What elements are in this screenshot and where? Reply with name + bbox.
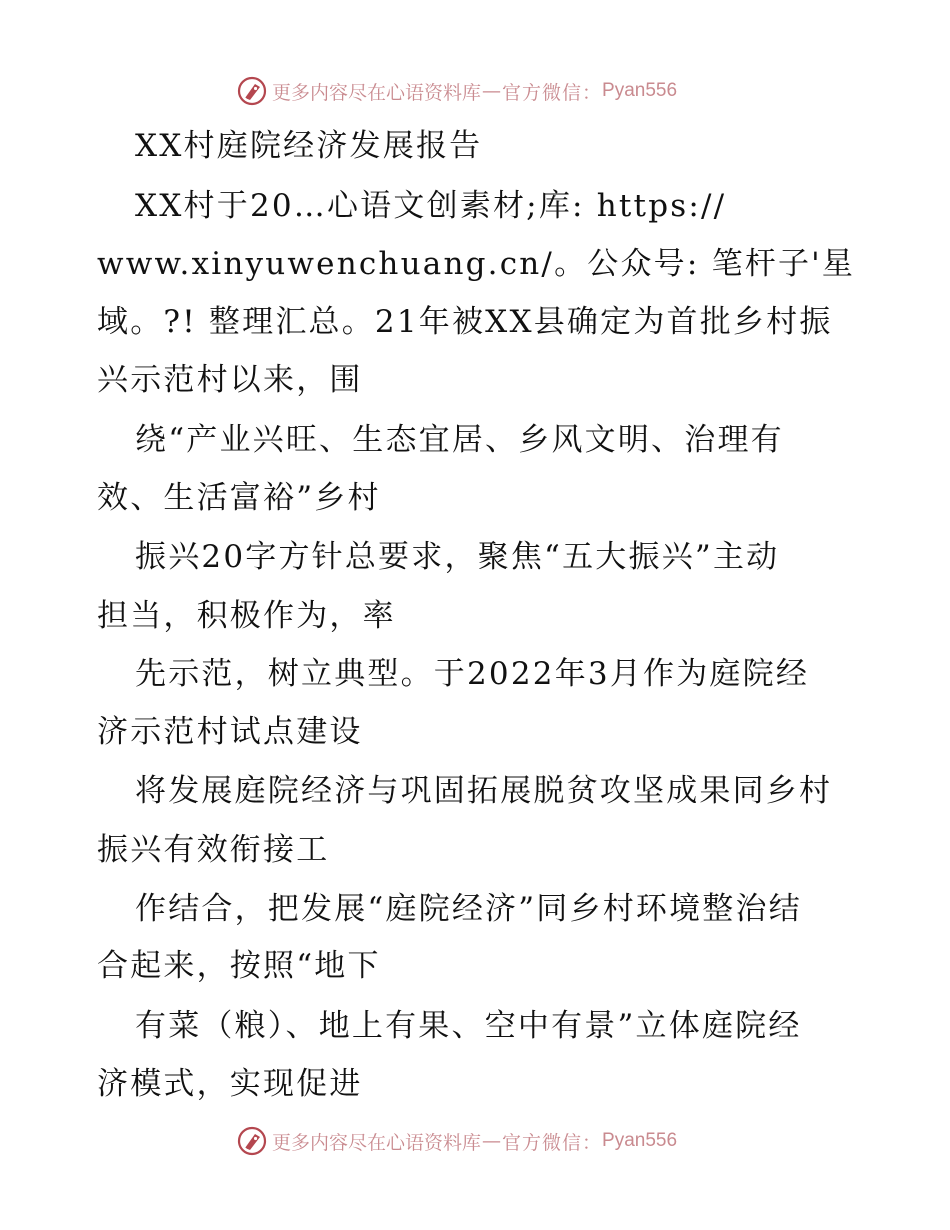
- footer-watermark: [236, 1124, 677, 1158]
- paragraph-line: www.xinyuwenchuang.cn/。公众号: 笔杆子'星: [97, 246, 856, 282]
- paragraph-line: 作结合，把发展“庭院经济”同乡村环境整治结: [135, 891, 802, 927]
- paragraph-line: 振兴有效衔接工: [97, 832, 330, 868]
- paragraph-line: 绕“产业兴旺、生态宜居、乡风文明、治理有: [135, 422, 784, 458]
- paragraph-line: 济示范村试点建设: [97, 714, 363, 750]
- pen-nib-icon: [236, 1125, 268, 1157]
- paragraph-line: 兴示范村以来，围: [97, 362, 363, 398]
- watermark-brand: 更多内容尽在心语资料库: [272, 81, 482, 104]
- paragraph-line: 合起来，按照“地下: [97, 948, 381, 984]
- paragraph-line: XX村于20…心语文创素材;库: https://: [135, 188, 727, 224]
- watermark-official-label: 官方微信：: [502, 81, 603, 104]
- document-title: XX村庭院经济发展报告: [135, 128, 483, 164]
- paragraph-line: 担当，积极作为，率: [97, 598, 396, 634]
- watermark-brand: 更多内容尽在心语资料库: [272, 1131, 482, 1154]
- paragraph-line: 振兴20字方针总要求，聚焦“五大振兴”主动: [135, 539, 780, 575]
- paragraph-line: 效、生活富裕”乡村: [97, 480, 381, 516]
- watermark-separator: —: [482, 1130, 502, 1152]
- paragraph-line: 将发展庭院经济与巩固拓展脱贫攻坚成果同乡村: [135, 773, 833, 809]
- watermark-wechat-id: Pyan556: [602, 80, 678, 101]
- paragraph-line: 济模式，实现促进: [97, 1066, 363, 1102]
- watermark-wechat-id: Pyan556: [602, 1130, 678, 1151]
- paragraph-line: 域。?! 整理汇总。21年被XX县确定为首批乡村振: [97, 304, 833, 340]
- watermark-separator: —: [482, 80, 502, 102]
- paragraph-line: 先示范，树立典型。于2022年3月作为庭院经: [135, 656, 810, 692]
- watermark-official-label: 官方微信：: [502, 1131, 603, 1154]
- header-watermark: [236, 74, 677, 108]
- pen-nib-icon: [236, 75, 268, 107]
- paragraph-line: 有菜（粮）、地上有果、空中有景”立体庭院经: [135, 1008, 802, 1044]
